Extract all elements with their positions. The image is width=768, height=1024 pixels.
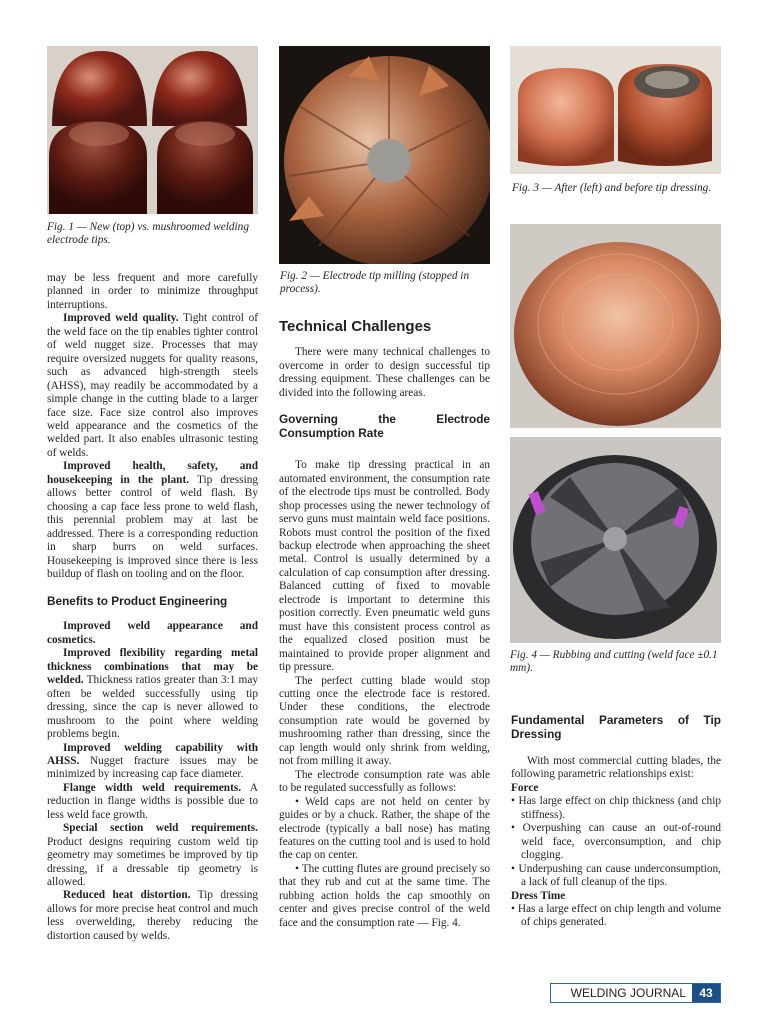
force-item: • Has large effect on chip thickness (and chip stiffness). [511,795,721,821]
dress-time-item: • Has a large effect on chip length and volume of chips generated. [511,902,721,929]
fundamental-parameters-heading: Fundamental Parameters of Tip Dressing [511,713,721,741]
page-number: 43 [692,984,720,1002]
benefit-flange: Flange width weld requirements. A reduction in flange widths is possible due to less weld face growth. [47,781,259,821]
fig1-caption: Fig. 1 — New (top) vs. mushroomed welding electrode tips. [47,221,249,247]
benefits-heading: Benefits to Product Engineering [47,594,228,609]
column-2 [279,320,490,930]
column-1 [47,272,258,943]
fig1-photo [47,46,258,214]
column-3 [511,713,721,930]
fig4-photo [510,437,721,643]
benefit-heat-distortion: Reduced heat distortion. Tip dressing allows for more precise heat control and much less overwelding, thereby reducing the distortion caused by welds. [47,889,258,942]
dressed-tip-closeup-photo [510,224,721,428]
force-item: • Underpushing can cause underconsumption, a lack of full cleanup of the tips. [511,862,721,889]
fig4-caption: Fig. 4 — Rubbing and cutting (weld face ±0.1 mm). [510,649,718,675]
col1-paragraph-3 [47,460,258,581]
governing-heading: Governing the Electrode Consumption Rate [279,412,490,441]
benefit-ahss: Improved welding capability with AHSS. Nugget fracture issues may be minimized by increasing cap face diameter. [47,741,258,781]
fig2-caption: Fig. 2 — Electrode tip milling (stopped in process). [280,270,470,296]
force-item: • Overpushing can cause an out-of-round weld face, overconsumption, and chip clogging. [511,822,721,862]
col2-paragraph-1: There were many technical challenges to overcome in order to design successful tip dressing equipment. These challenges can be divided into the following areas. [279,346,490,399]
col2-paragraph-2: To make tip dressing practical in an automated environment, the consumption rate of the electrode tips must be controlled. Body shop processes using the newer technology of servo guns must maintain weld face positions. Robots must control the position of the fixed backup electrode when approaching the sheet metal. Control is usually determined by a calculation of cap consumption after dressing. Balanced cutting of fixed to movable electrode is important to determine this position correctly. Even pneumatic weld guns must have this consistent process control as the equalized closed position must be maintained to provide proper alignment and tip pressure. [279,459,490,674]
weld-quality-text: Tight control of the weld face on the tip enables tighter control of weld nugget size. Processes that may require oversized nuggets for quality reasons, such as advanced high-strength steels (AHSS), may readily be accommodated by a simple change in the cutting blade to a larger face size. Face size control also improves weld appearance and the cosmetics of the welded part. It also enables ultrasonic testing of welds. [47,312,258,459]
page-footer [550,983,721,1003]
force-list [511,795,721,889]
col2-paragraph-3: The perfect cutting blade would stop cutting once the electrode face is restored. Under these conditions, the electrode consumption rate would be governed by mushrooming rather than dressing, since the cap length would only shrink from welding, not from milling it away. [279,674,490,768]
health-safety-text: Tip dressing allows better control of weld flash. By choosing a cap face less prone to weld flash, this perennial problem may at last be addressed. There is a corresponding reduction in sharp burrs on weld surfaces. Housekeeping is improved since there is less buildup of flash on tooling and on the floor. [47,473,259,580]
col2-paragraph-4: The electrode consumption rate was able to be regulated successfully as follows: [279,768,490,795]
dress-time-list [511,903,721,930]
force-label: Force [511,781,539,794]
benefit-appearance: Improved weld appearance and cosmetics. [47,620,258,646]
col1-paragraph-2 [47,312,258,460]
col1-paragraph-1: may be less frequent and more carefully planned in order to minimize throughput interruptions. [47,272,258,311]
benefit-special-section: Special section weld requirements. Product designs requiring custom weld tip geometry may sometimes be improved by tip dressing, if a dressable tip geometry is allowed. [47,822,258,889]
journal-name: WELDING JOURNAL [570,986,686,1000]
col2-bullet-2: • The cutting flutes are ground precisely so that they rub and cut at the same time. The rubbing action holds the cap smoothly on center and gives precise control of the weld face and the consumption rate — Fig. 4. [279,862,490,929]
col3-paragraph-1: With most commercial cutting blades, the following parametric relationships exist: [511,755,721,781]
weld-quality-lead: Improved weld quality. [63,312,179,325]
benefit-flexibility: Improved flexibility regarding metal thickness combinations that may be welded. Thickness ratios greater than 3:1 may often be welded successfully using tip dressing, since the cap is never allowed to mushroom to the point where welding problems begin. [47,647,258,741]
fig2-photo [279,46,490,264]
technical-challenges-heading: Technical Challenges [279,318,432,335]
fig3-photo [510,46,721,174]
col2-bullet-1: • Weld caps are not held on center by guides or by a chuck. Rather, the shape of the electrode (typically a ball nose) has mating features on the cutting tool and is used to hold the cap on center. [279,795,490,862]
fig3-caption: Fig. 3 — After (left) and before tip dressing. [512,182,712,194]
dress-time-label: Dress Time [511,889,566,902]
health-safety-lead: Improved health, safety, and housekeeping in the plant. [47,460,258,486]
